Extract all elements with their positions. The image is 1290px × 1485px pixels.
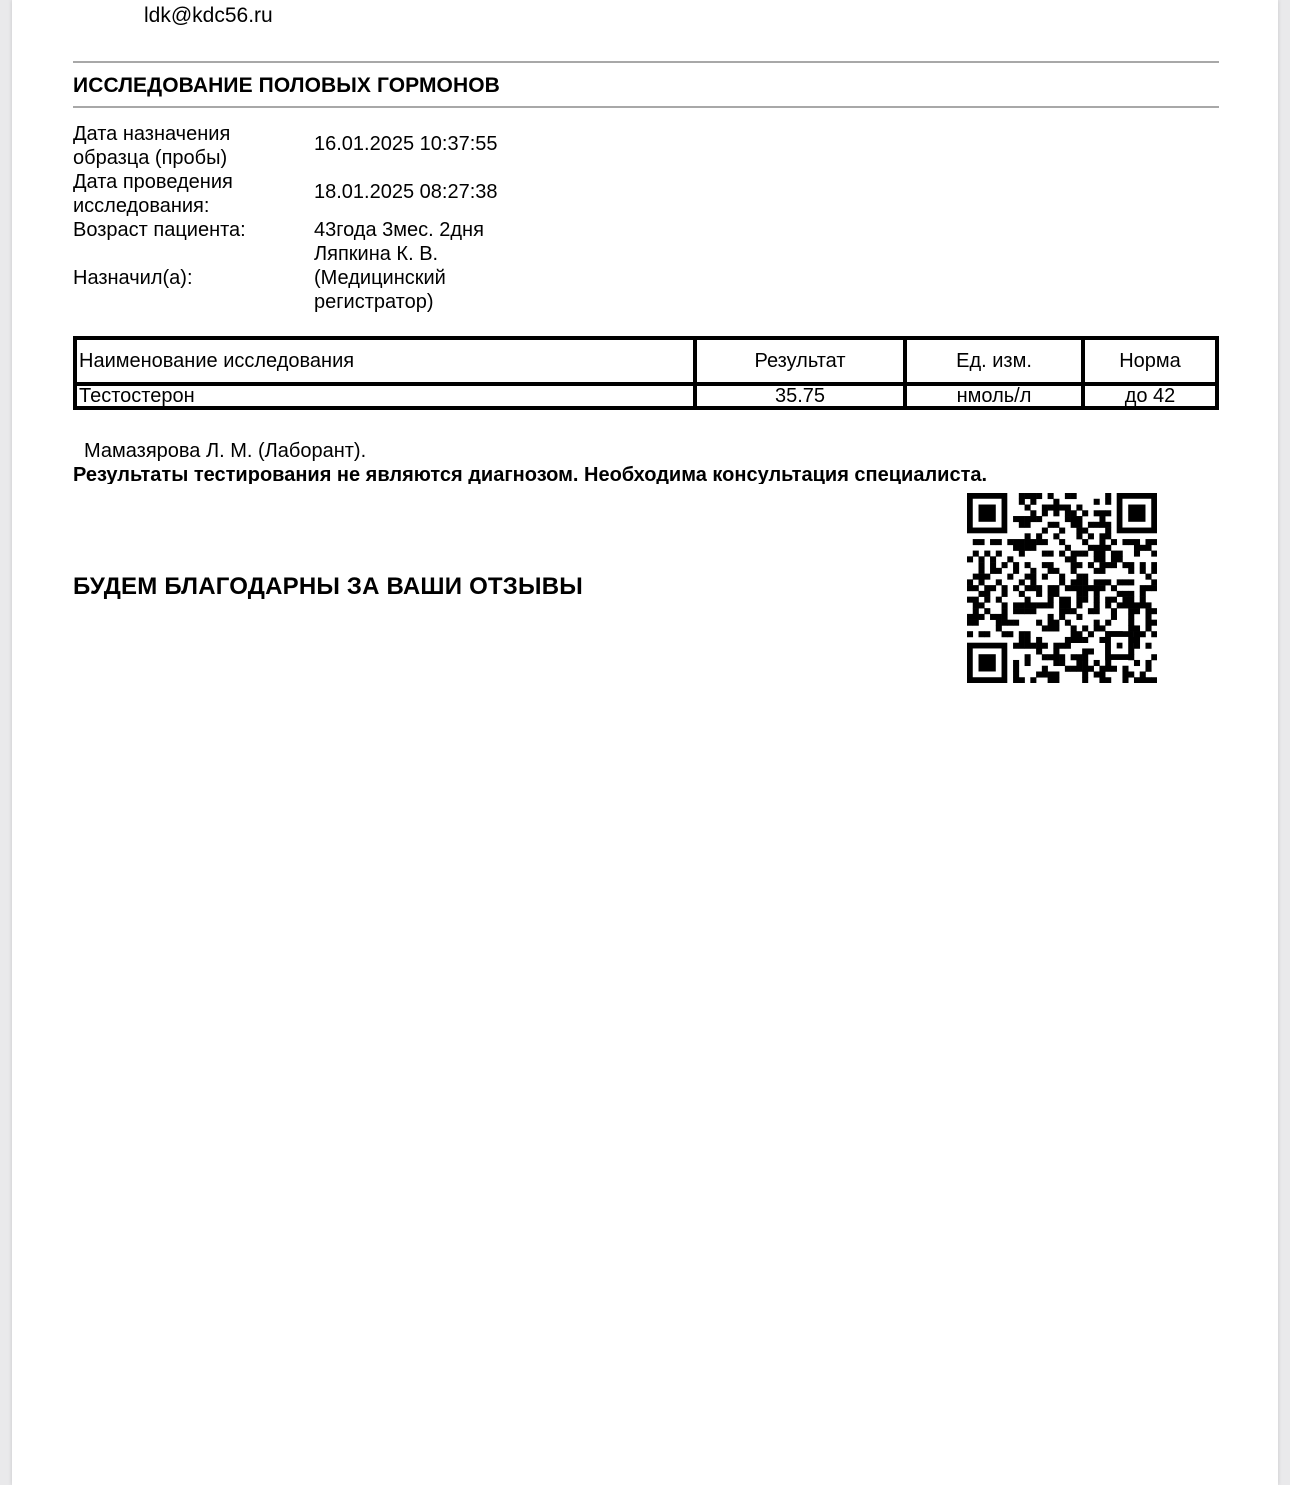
qr-code-icon[interactable] xyxy=(967,493,1157,683)
study-date-value: 18.01.2025 08:27:38 xyxy=(314,181,498,203)
sample-date-value: 16.01.2025 10:37:55 xyxy=(314,133,498,155)
disclaimer-container xyxy=(73,462,1219,484)
results-table xyxy=(73,336,1219,410)
header-test-name: Наименование исследования xyxy=(75,338,695,384)
cell-result: 35.75 xyxy=(695,384,905,408)
feedback-heading: БУДЕМ БЛАГОДАРНЫ ЗА ВАШИ ОТЗЫВЫ xyxy=(73,573,583,600)
document-page xyxy=(12,0,1278,1485)
lab-assistant: Мамазярова Л. М. (Лаборант). xyxy=(84,440,367,462)
patient-age-value: 43года 3мес. 2дня xyxy=(314,219,484,241)
section-title: ИССЛЕДОВАНИЕ ПОЛОВЫХ ГОРМОНОВ xyxy=(73,74,500,97)
divider-top xyxy=(73,61,1219,63)
table-header-row xyxy=(75,338,1217,384)
cell-unit: нмоль/л xyxy=(905,384,1083,408)
patient-age-label: Возраст пациента: xyxy=(73,219,246,241)
header-norm: Норма xyxy=(1083,338,1217,384)
cell-norm: до 42 xyxy=(1083,384,1217,408)
cell-test-name: Тестостерон xyxy=(75,384,695,408)
sample-date-label: Дата назначения образца (пробы) xyxy=(73,123,231,169)
prescribed-by-value: Ляпкина К. В. (Медицинский регистратор) xyxy=(314,243,446,313)
table-row xyxy=(75,384,1217,408)
header-result: Результат xyxy=(695,338,905,384)
divider-bottom xyxy=(73,106,1219,108)
header-unit: Ед. изм. xyxy=(905,338,1083,384)
prescribed-by-label: Назначил(а): xyxy=(73,267,193,289)
study-date-label: Дата проведения исследования: xyxy=(73,171,233,217)
clinic-email: ldk@kdc56.ru xyxy=(144,4,273,27)
disclaimer-text: Результаты тестирования не являются диагнозом. Необходима консультация специалиста. xyxy=(73,464,988,484)
